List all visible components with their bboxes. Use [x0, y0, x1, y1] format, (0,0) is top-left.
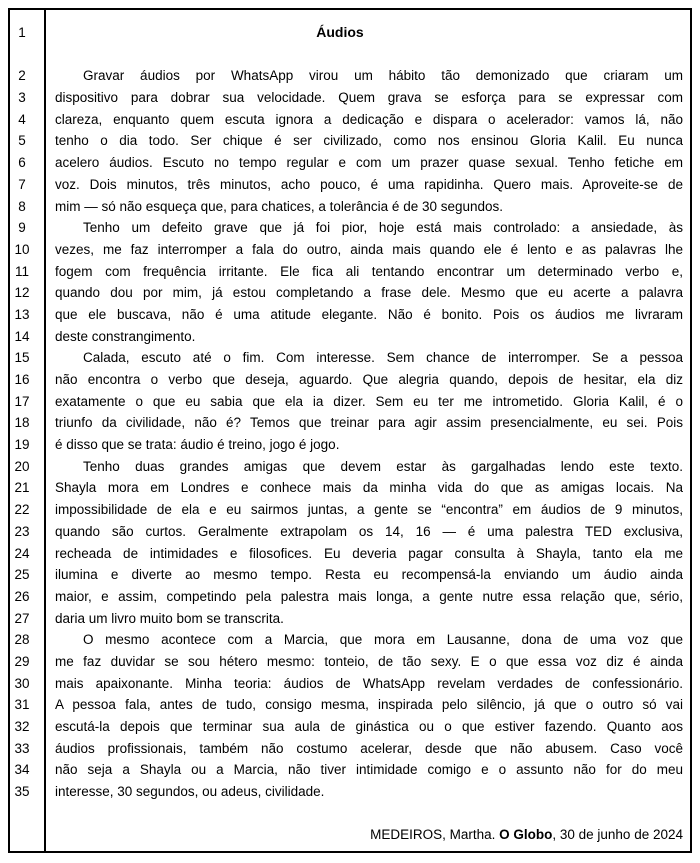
line-number: 28 — [14, 632, 30, 648]
document-frame — [8, 8, 692, 853]
text-line: Tenho um defeito grave que já foi pior, hoje está mais controlado: a ansiedade, às — [83, 220, 683, 236]
line-number: 7 — [18, 176, 26, 192]
text-line: ilumina e diverte ao mesmo tempo. Resta eu recompensá-la enviando um áudio ainda — [55, 567, 683, 583]
line-number: 2 — [18, 68, 26, 84]
line-number: 13 — [14, 306, 30, 322]
line-number: 16 — [14, 372, 30, 387]
text-line: voz. Dois minutos, três minutos, acho pouco, é uma rapidinha. Quero mais. Aproveite-se de — [55, 176, 683, 192]
line-number: 35 — [14, 784, 30, 800]
text-line: dispositivo para dobrar sua velocidade. Quem grava se esforça para se expressar com — [55, 90, 683, 106]
line-number: 12 — [14, 285, 30, 301]
text-line: impossibilidade de ela e eu sairmos juntas, a gente se “encontra” em áudios de 9 minutos, — [55, 502, 683, 518]
text-column — [46, 10, 690, 851]
citation — [55, 824, 683, 846]
line-number: 23 — [14, 523, 30, 539]
line-number: 27 — [14, 610, 30, 626]
citation-source: O Globo — [499, 827, 553, 843]
line-number: 10 — [14, 241, 30, 257]
text-line: me faz duvidar se sou hétero mesmo: tonteio, de tão sexy. E o que essa voz diz é ainda — [55, 653, 683, 669]
text-line: acelero áudios. Escuto no tempo regular e com um prazer quase sexual. Tenho fetiche em — [55, 155, 683, 171]
text-line: quando são curtos. Geralmente extrapolam os 14, 16 — é uma palestra TED exclusiva, — [55, 523, 683, 539]
line-number: 26 — [14, 588, 30, 604]
text-line: tenho o dia todo. Ser chique é ser civilizado, como nos ensinou Gloria Kalil. Eu nunca — [55, 133, 683, 149]
line-number: 5 — [18, 133, 26, 149]
text-line: não encontra o verbo que deseja, aguardo. Que alegria quando, depois de hesitar, ela diz — [55, 372, 683, 387]
text-line: interesse, 30 segundos, ou adeus, civilidade. — [55, 784, 325, 800]
blank-row — [55, 803, 683, 825]
line-number: 15 — [14, 350, 30, 366]
text-line: exatamente o que eu sabia que ela ia dizer. Sem eu ter me intrometido. Gloria Kalil, é o — [55, 393, 683, 409]
text-line: Tenho duas grandes amigas que devem estar às gargalhadas lendo este texto. — [83, 458, 683, 474]
text-line: que ele buscava, não é uma atitude elegante. Não é bonito. Pois os áudios me livraram — [55, 306, 683, 322]
text-line: áudios profissionais, também não costumo acelerar, desde que não abusem. Caso você — [55, 740, 683, 756]
line-number: 11 — [14, 263, 29, 279]
blank-row — [55, 44, 683, 66]
text-line: mim — só não esqueça que, para chatices, a tolerância é de 30 segundos. — [55, 198, 504, 214]
line-number: 19 — [14, 437, 30, 453]
line-number: 3 — [18, 90, 26, 106]
line-number: 34 — [14, 762, 30, 778]
text-line: O mesmo acontece com a Marcia, que mora em Lausanne, dona de uma voz que — [83, 632, 683, 648]
text-line: recheada de intimidades e filosofices. Eu deveria pagar consulta à Shayla, tanto ela me — [55, 545, 683, 561]
text-line: vezes, me faz interromper a fala do outro, ainda mais quando ele é lento e as palavras lhe — [55, 241, 683, 257]
line-number: 30 — [14, 675, 30, 691]
line-number: 14 — [14, 328, 30, 344]
line-number: 18 — [14, 415, 30, 431]
text-line: não seja a Shayla ou a Marcia, não tiver intimidade comigo e o assunto não for do meu — [55, 762, 683, 778]
line-number: 33 — [14, 740, 30, 756]
text-line: deste constrangimento. — [55, 328, 196, 344]
line-number: 1 — [18, 25, 26, 40]
line-number: 20 — [14, 458, 30, 474]
line-number: 9 — [18, 220, 26, 236]
page-title: Áudios — [316, 24, 364, 40]
line-number: 6 — [18, 155, 26, 171]
line-number: 8 — [18, 198, 26, 214]
line-number: 21 — [14, 480, 30, 496]
text-line: A pessoa fala, antes de tudo, consigo mesma, inspirada pelo silêncio, já que o outro só vai — [55, 697, 683, 713]
line-number-list — [10, 65, 44, 802]
blank-row — [10, 44, 44, 66]
text-line: Calada, escuto até o fim. Com interesse. Sem chance de interromper. Se a pessoa — [83, 350, 683, 366]
text-line: Shayla mora em Londres e conhece mais da minha vida do que as amigas locais. Na — [55, 480, 683, 496]
citation-author: MEDEIROS, Martha. — [370, 827, 500, 843]
line-number: 22 — [14, 502, 30, 518]
text-line: clareza, enquanto quem escuta ignora a dedicação e dispara o acelerador: vamos lá, não — [55, 111, 683, 127]
line-number: 24 — [14, 545, 30, 561]
text-line: fogem com frequência irritante. Ele fica ali tentando encontrar um determinado verbo e, — [55, 263, 683, 279]
text-line: daria um livro muito bom se transcrita. — [55, 610, 284, 626]
text-line: é disso que se trata: áudio é treino, jogo é jogo. — [55, 437, 340, 453]
line-number: 4 — [18, 111, 26, 127]
text-line: escutá-la depois que terminar sua aula de ginástica ou o que estiver fazendo. Quanto aos — [55, 719, 683, 734]
line-number: 29 — [14, 653, 30, 669]
text-line: mais apaixonante. Minha teoria: áudios de WhatsApp revelam verdades de confessionário. — [55, 675, 683, 691]
text-line: quando dou por mim, já estou completando a frase dele. Mesmo que eu acerte a palavra — [55, 285, 683, 301]
text-line-list — [55, 65, 683, 802]
line-number: 17 — [14, 393, 30, 409]
line-number-column — [10, 10, 46, 851]
citation-date: , 30 de junho de 2024 — [552, 827, 683, 843]
line-number: 25 — [14, 567, 30, 583]
line-number: 31 — [14, 697, 30, 713]
line-number: 32 — [14, 719, 30, 734]
text-line: maior, e assim, competindo pela palestra mais longa, a gente nutre essa relação que, sério, — [55, 588, 683, 604]
text-line: Gravar áudios por WhatsApp virou um hábito tão demonizado que criaram um — [83, 68, 683, 84]
text-line: triunfo da civilidade, não é? Temos que treinar para agir assim presencialmente, eu sei. Pois — [55, 415, 683, 431]
